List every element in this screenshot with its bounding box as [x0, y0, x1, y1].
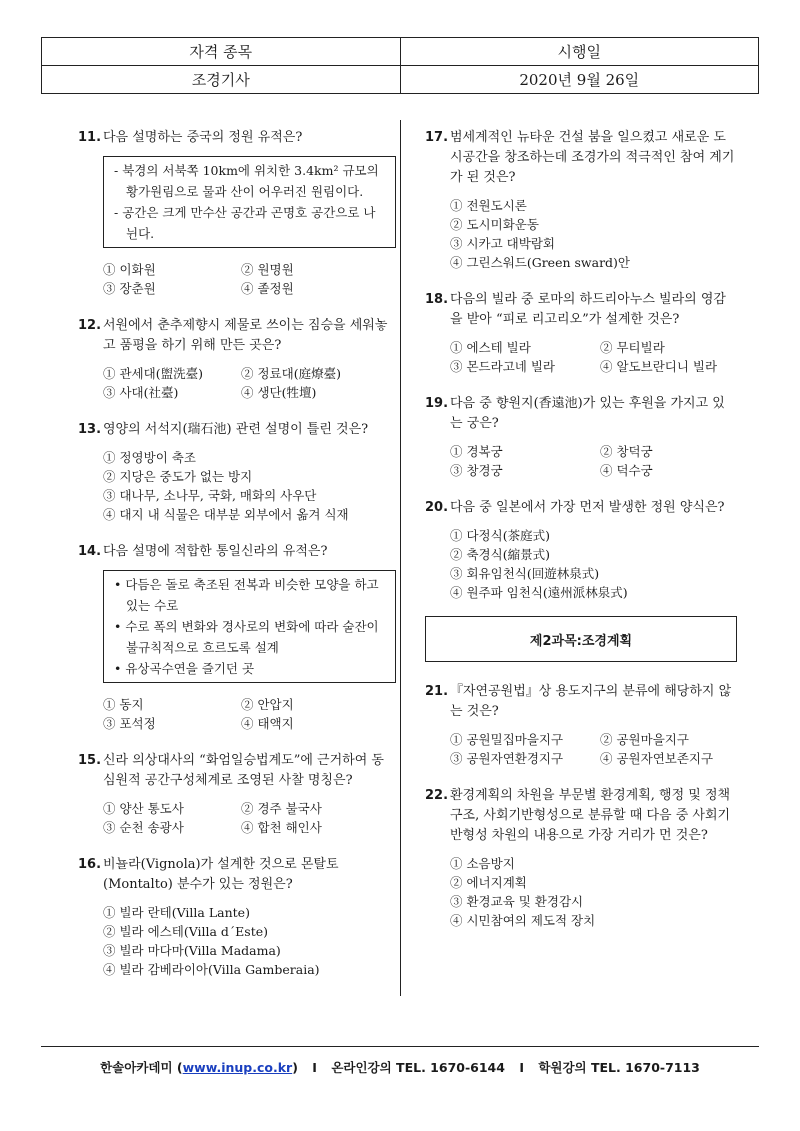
question-text: 다음 중 향원지(香遠池)가 있는 후원을 가지고 있는 궁은? — [450, 396, 725, 431]
box-line: • 다듬은 돌로 축조된 전복과 비슷한 모양을 하고 있는 수로 — [114, 577, 379, 613]
question-text: 비뇰라(Vignola)가 설계한 것으로 몬탈토(Montalto) 분수가 있는 정원은? — [103, 857, 339, 892]
option: ① 동지 — [103, 697, 144, 712]
option: ④ 그린스워드(Green sward)안 — [450, 255, 631, 270]
option: ④ 졸정원 — [241, 281, 294, 296]
option: ② 에너지계획 — [450, 875, 527, 890]
question-text: 서원에서 춘추제향시 제물로 쓰이는 짐승을 세워놓고 품평을 하기 위해 만든 곳은? — [103, 318, 388, 353]
box-line: - 북경의 서북쪽 10km에 위치한 3.4km² 규모의 황가원림으로 물과 산이 어우러진 원림이다. — [114, 163, 379, 199]
question-text: 다음 설명에 적합한 통일신라의 유적은? — [103, 544, 328, 559]
option: ③ 장춘원 — [103, 281, 156, 296]
option: ③ 대나무, 소나무, 국화, 매화의 사우단 — [103, 488, 317, 503]
option: ④ 빌라 감베라이아(Villa Gamberaia) — [103, 962, 320, 977]
option: ③ 순천 송광사 — [103, 820, 184, 835]
question-16 — [78, 855, 396, 979]
options — [450, 854, 737, 930]
option: ② 창덕궁 — [600, 444, 653, 459]
question-number: 15. — [78, 753, 102, 768]
box-line: • 유상곡수연을 즐기던 곳 — [114, 661, 255, 676]
options — [450, 338, 737, 376]
option: ④ 알도브란디니 빌라 — [600, 359, 718, 374]
column-divider — [400, 120, 401, 996]
footer-divider — [41, 1046, 759, 1047]
box-line: - 공간은 크게 만수산 공간과 곤명호 공간으로 나뉜다. — [114, 205, 376, 241]
option: ④ 공원자연보존지구 — [600, 751, 714, 766]
exam-date-label: 시행일 — [400, 38, 759, 66]
option: ① 경복궁 — [450, 444, 503, 459]
options — [103, 903, 396, 979]
question-number: 21. — [425, 684, 449, 699]
question-number: 11. — [78, 130, 102, 145]
footer-separator: I — [312, 1060, 317, 1075]
question-text: 환경계획의 차원을 부문별 환경계획, 행정 및 정책구조, 사회기반형성으로 분류할 때 다음 중 사회기반형성 차원의 내용으로 가장 거리가 먼 것은? — [450, 788, 731, 843]
offline-lecture-tel: 학원강의 TEL. 1670-7113 — [538, 1060, 700, 1075]
exam-date-value: 2020년 9월 26일 — [400, 66, 759, 94]
left-column — [78, 128, 396, 989]
question-text: 다음 중 일본에서 가장 먼저 발생한 정원 양식은? — [450, 500, 725, 515]
question-number: 19. — [425, 396, 449, 411]
option: ① 에스테 빌라 — [450, 340, 531, 355]
options — [103, 448, 396, 524]
academy-paren: ) — [292, 1060, 298, 1075]
box-line: • 수로 폭의 변화와 경사로의 변화에 따라 술잔이 불규칙적으로 흐르도록 설계 — [114, 619, 379, 655]
option: ③ 빌라 마다마(Villa Madama) — [103, 943, 281, 958]
option: ① 전원도시론 — [450, 198, 527, 213]
question-14 — [78, 542, 396, 733]
question-12 — [78, 316, 396, 402]
description-box — [103, 570, 396, 683]
option: ③ 몬드라고네 빌라 — [450, 359, 555, 374]
option: ④ 합천 해인사 — [241, 820, 322, 835]
option: ② 지당은 중도가 없는 방지 — [103, 469, 253, 484]
option: ④ 시민참여의 제도적 장치 — [450, 913, 596, 928]
options — [103, 364, 396, 402]
option: ② 경주 불국사 — [241, 801, 322, 816]
option: ② 안압지 — [241, 697, 294, 712]
question-number: 20. — [425, 500, 449, 515]
question-number: 14. — [78, 544, 102, 559]
academy-name: 한솔아카데미 ( — [100, 1060, 183, 1075]
option: ① 소음방지 — [450, 856, 515, 871]
academy-website-link[interactable]: www.inup.co.kr — [182, 1060, 293, 1075]
question-13 — [78, 420, 396, 524]
question-19 — [425, 394, 737, 480]
exam-info-table — [41, 37, 759, 94]
option: ④ 덕수궁 — [600, 463, 653, 478]
option: ③ 창경궁 — [450, 463, 503, 478]
option: ② 무티빌라 — [600, 340, 665, 355]
option: ② 공원마을지구 — [600, 732, 689, 747]
question-11 — [78, 128, 396, 298]
option: ③ 회유임천식(回遊林泉式) — [450, 566, 600, 581]
question-text: 신라 의상대사의 “화엄일승법계도”에 근거하여 동심원적 공간구성체계로 조영된 사찰 명칭은? — [103, 753, 384, 788]
options — [103, 695, 396, 733]
online-lecture-tel: 온라인강의 TEL. 1670-6144 — [331, 1060, 505, 1075]
options — [103, 260, 396, 298]
option: ① 양산 통도사 — [103, 801, 184, 816]
right-column — [425, 128, 737, 940]
question-21 — [425, 682, 737, 768]
option: ③ 사대(社臺) — [103, 385, 179, 400]
question-text: 『자연공원법』상 용도지구의 분류에 해당하지 않는 것은? — [450, 684, 732, 719]
option: ② 원명원 — [241, 262, 294, 277]
options — [450, 196, 737, 272]
question-text: 다음의 빌라 중 로마의 하드리아누스 빌라의 영감을 받아 “피로 리고리오”가 설계한 것은? — [450, 292, 726, 327]
question-number: 17. — [425, 130, 449, 145]
options — [450, 730, 737, 768]
question-number: 16. — [78, 857, 102, 872]
options — [450, 526, 737, 602]
option: ① 이화원 — [103, 262, 156, 277]
question-text: 범세계적인 뉴타운 건설 붐을 일으켰고 새로운 도시공간을 창조하는데 조경가의 적극적인 참여 계기가 된 것은? — [450, 130, 735, 185]
question-number: 12. — [78, 318, 102, 333]
option: ③ 환경교육 및 환경감시 — [450, 894, 584, 909]
question-17 — [425, 128, 737, 272]
option: ① 빌라 란테(Villa Lante) — [103, 905, 250, 920]
options — [450, 442, 737, 480]
footer — [41, 1058, 759, 1076]
exam-type-value: 조경기사 — [42, 66, 401, 94]
question-text: 다음 설명하는 중국의 정원 유적은? — [103, 130, 303, 145]
option: ② 빌라 에스테(Villa d´Este) — [103, 924, 269, 939]
option: ② 도시미화운동 — [450, 217, 539, 232]
description-box — [103, 156, 396, 248]
option: ① 정영방이 축조 — [103, 450, 196, 465]
option: ② 정료대(庭燎臺) — [241, 366, 341, 381]
option: ④ 생단(牲壇) — [241, 385, 317, 400]
option: ④ 태액지 — [241, 716, 294, 731]
option: ① 다정식(茶庭式) — [450, 528, 550, 543]
option: ④ 대지 내 식물은 대부분 외부에서 옮겨 식재 — [103, 507, 349, 522]
option: ① 관세대(盥洗臺) — [103, 366, 203, 381]
footer-separator: I — [519, 1060, 524, 1075]
question-text: 영양의 서석지(瑞石池) 관련 설명이 틀린 것은? — [103, 422, 369, 437]
question-number: 13. — [78, 422, 102, 437]
option: ③ 공원자연환경지구 — [450, 751, 564, 766]
option: ④ 원주파 임천식(遠州派林泉式) — [450, 585, 628, 600]
question-22 — [425, 786, 737, 930]
exam-type-label: 자격 종목 — [42, 38, 401, 66]
subject-heading: 제2과목:조경계획 — [425, 616, 737, 662]
question-18 — [425, 290, 737, 376]
option: ③ 포석정 — [103, 716, 156, 731]
question-15 — [78, 751, 396, 837]
option: ③ 시카고 대박람회 — [450, 236, 555, 251]
options — [103, 799, 396, 837]
question-20 — [425, 498, 737, 602]
option: ① 공원밀집마을지구 — [450, 732, 564, 747]
question-number: 22. — [425, 788, 449, 803]
option: ② 축경식(縮景式) — [450, 547, 550, 562]
question-number: 18. — [425, 292, 449, 307]
